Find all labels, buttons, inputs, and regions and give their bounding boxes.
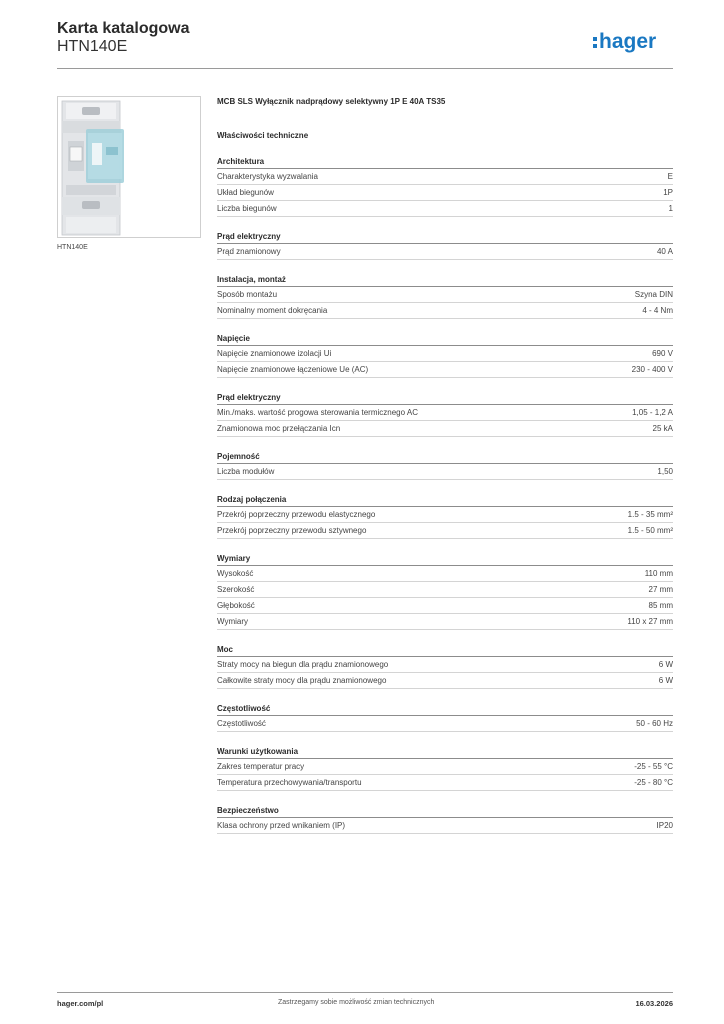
spec-row <box>217 464 673 480</box>
spec-value: -25 - 80 °C <box>634 778 673 787</box>
spec-row <box>217 169 673 185</box>
spec-value: 1P <box>663 188 673 197</box>
section-title: Wymiary <box>217 553 673 566</box>
spec-section <box>217 274 673 319</box>
spec-row <box>217 201 673 217</box>
spec-value: 25 kA <box>652 424 673 433</box>
section-title: Częstotliwość <box>217 703 673 716</box>
spec-label: Straty mocy na biegun dla prądu znamionowego <box>217 660 389 669</box>
spec-value: IP20 <box>656 821 673 830</box>
footer-disclaimer: Zastrzegamy sobie możliwość zmian technicznych <box>278 999 435 1006</box>
spec-row <box>217 346 673 362</box>
spec-label: Wysokość <box>217 569 254 578</box>
section-title: Warunki użytkowania <box>217 746 673 759</box>
spec-section <box>217 553 673 630</box>
product-title: MCB SLS Wyłącznik nadprądowy selektywny 1P E 40A TS35 <box>217 97 446 106</box>
spec-row <box>217 185 673 201</box>
section-title: Prąd elektryczny <box>217 231 673 244</box>
spec-section <box>217 805 673 834</box>
tech-properties-title: Właściwości techniczne <box>217 131 309 140</box>
spec-row <box>217 303 673 319</box>
section-title: Pojemność <box>217 451 673 464</box>
product-code: HTN140E <box>57 38 128 55</box>
spec-row <box>217 818 673 834</box>
header-divider <box>57 68 673 69</box>
spec-row <box>217 362 673 378</box>
spec-label: Liczba biegunów <box>217 204 277 213</box>
spec-value: 110 x 27 mm <box>627 617 673 626</box>
spec-row <box>217 287 673 303</box>
section-title: Rodzaj połączenia <box>217 494 673 507</box>
spec-row <box>217 405 673 421</box>
spec-value: 27 mm <box>648 585 673 594</box>
spec-content <box>217 96 673 834</box>
spec-row <box>217 566 673 582</box>
spec-label: Napięcie znamionowe izolacji Ui <box>217 349 332 358</box>
photo-caption: HTN140E <box>57 244 88 251</box>
spec-row <box>217 244 673 260</box>
spec-label: Liczba modułów <box>217 467 275 476</box>
breaker-image <box>58 97 200 237</box>
spec-value: 1 <box>668 204 673 213</box>
spec-label: Napięcie znamionowe łączeniowe Ue (AC) <box>217 365 369 374</box>
spec-value: -25 - 55 °C <box>634 762 673 771</box>
spec-value: 690 V <box>652 349 673 358</box>
section-title: Instalacja, montaż <box>217 274 673 287</box>
spec-row <box>217 614 673 630</box>
spec-label: Znamionowa moc przełączania Icn <box>217 424 341 433</box>
spec-value: 1.5 - 35 mm² <box>627 510 673 519</box>
footer-divider <box>57 992 673 993</box>
spec-label: Charakterystyka wyzwalania <box>217 172 318 181</box>
spec-value: E <box>667 172 673 181</box>
section-title: Bezpieczeństwo <box>217 805 673 818</box>
footer-website[interactable]: hager.com/pl <box>57 999 104 1008</box>
spec-row <box>217 673 673 689</box>
spec-label: Szerokość <box>217 585 255 594</box>
section-title: Moc <box>217 644 673 657</box>
section-title: Prąd elektryczny <box>217 392 673 405</box>
spec-value: 6 W <box>658 676 673 685</box>
spec-label: Min./maks. wartość progowa sterowania termicznego AC <box>217 408 418 417</box>
product-photo <box>57 96 201 238</box>
spec-row <box>217 759 673 775</box>
spec-row <box>217 716 673 732</box>
spec-section <box>217 392 673 437</box>
spec-label: Układ biegunów <box>217 188 274 197</box>
spec-section <box>217 494 673 539</box>
document-title: Karta katalogowa <box>57 20 190 37</box>
spec-row <box>217 657 673 673</box>
spec-section <box>217 451 673 480</box>
spec-value: 1.5 - 50 mm² <box>627 526 673 535</box>
spec-label: Temperatura przechowywania/transportu <box>217 778 362 787</box>
spec-section <box>217 644 673 689</box>
spec-value: 230 - 400 V <box>631 365 673 374</box>
spec-label: Wymiary <box>217 617 249 626</box>
spec-label: Głębokość <box>217 601 255 610</box>
spec-row <box>217 507 673 523</box>
spec-label: Prąd znamionowy <box>217 247 281 256</box>
spec-section <box>217 746 673 791</box>
spec-label: Zakres temperatur pracy <box>217 762 305 771</box>
footer-date: 16.03.2026 <box>635 999 673 1008</box>
spec-value: 50 - 60 Hz <box>636 719 673 728</box>
spec-label: Klasa ochrony przed wnikaniem (IP) <box>217 821 346 830</box>
spec-sections <box>217 156 673 834</box>
spec-section <box>217 333 673 378</box>
hager-logo <box>592 28 674 56</box>
spec-value: 1,50 <box>657 467 673 476</box>
section-title: Napięcie <box>217 333 673 346</box>
spec-label: Nominalny moment dokręcania <box>217 306 328 315</box>
spec-value: 1,05 - 1,2 A <box>632 408 673 417</box>
spec-label: Przekrój poprzeczny przewodu elastycznego <box>217 510 376 519</box>
spec-row <box>217 582 673 598</box>
logo-text: hager <box>599 30 657 53</box>
spec-value: 4 - 4 Nm <box>642 306 673 315</box>
spec-value: Szyna DIN <box>634 290 673 299</box>
spec-row <box>217 421 673 437</box>
spec-section <box>217 703 673 732</box>
spec-label: Częstotliwość <box>217 719 266 728</box>
spec-value: 6 W <box>658 660 673 669</box>
spec-value: 85 mm <box>648 601 673 610</box>
spec-label: Przekrój poprzeczny przewodu sztywnego <box>217 526 367 535</box>
spec-label: Całkowite straty mocy dla prądu znamionowego <box>217 676 387 685</box>
spec-section <box>217 156 673 217</box>
spec-label: Sposób montażu <box>217 290 278 299</box>
spec-value: 110 mm <box>644 569 673 578</box>
spec-section <box>217 231 673 260</box>
section-title: Architektura <box>217 156 673 169</box>
spec-row <box>217 775 673 791</box>
spec-value: 40 A <box>656 247 673 256</box>
spec-row <box>217 598 673 614</box>
spec-row <box>217 523 673 539</box>
